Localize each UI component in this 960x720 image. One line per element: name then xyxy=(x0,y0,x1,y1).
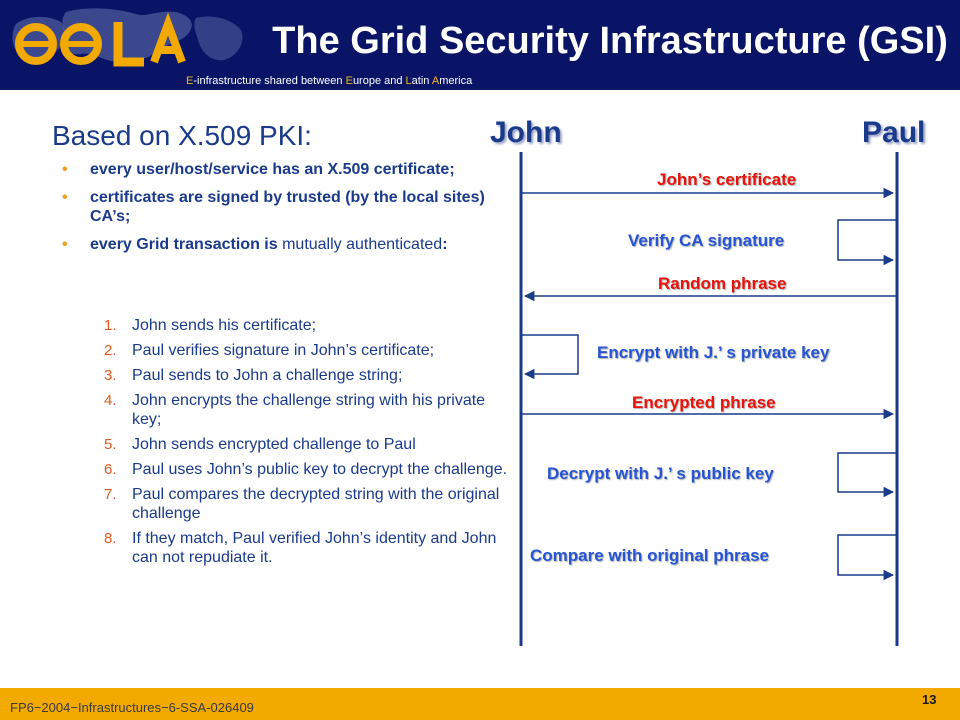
step-item: 3. Paul sends to John a challenge string; xyxy=(104,367,403,384)
self-arrow-encrypt xyxy=(521,335,578,374)
step-item: 6. Paul uses John’s public key to decrypt the challenge. xyxy=(104,461,508,478)
bullet-dot-icon: • xyxy=(62,161,68,178)
slide-title: The Grid Security Infrastructure (GSI) xyxy=(272,20,948,62)
bullet-dot-icon: • xyxy=(62,236,68,253)
party-label-paul: Paul xyxy=(862,116,926,149)
label-verify-ca-signature: Verify CA signature xyxy=(628,231,785,250)
self-arrow-compare xyxy=(838,535,897,575)
step-item: 4. John encrypts the challenge string with his private key; xyxy=(104,392,486,428)
page-number: 13 xyxy=(922,692,937,707)
label-encrypt-private-key: Encrypt with J.’ s private key xyxy=(597,343,830,362)
self-arrow-decrypt xyxy=(838,453,897,492)
self-arrow-verify xyxy=(838,220,897,260)
bullet-dot-icon: • xyxy=(62,189,68,206)
bullet-item: • every Grid transaction is mutually authenticated: xyxy=(62,236,448,253)
step-item: 7. Paul compares the decrypted string with the original challenge xyxy=(104,486,500,522)
bullet-item: • every user/host/service has an X.509 certificate; xyxy=(62,161,455,178)
party-label-john: John xyxy=(490,116,562,149)
label-johns-certificate: John’s certificate xyxy=(657,170,797,189)
label-compare-original: Compare with original phrase xyxy=(530,546,769,565)
step-item: 5. John sends encrypted challenge to Paul xyxy=(104,436,416,453)
tagline: E-infrastructure shared between Europe and Latin America xyxy=(186,75,473,87)
step-item: 2. Paul verifies signature in John’s certificate; xyxy=(104,342,435,359)
footer-project-code: FP6−2004−Infrastructures−6-SSA-026409 xyxy=(10,700,254,715)
bullet-item: • certificates are signed by trusted (by the local sites) CA’s; xyxy=(62,189,485,225)
subtitle: Based on X.509 PKI: xyxy=(52,120,312,151)
label-encrypted-phrase: Encrypted phrase xyxy=(632,393,776,412)
step-item: 8. If they match, Paul verified John’s identity and John can not repudiate it. xyxy=(104,530,497,566)
label-decrypt-public-key: Decrypt with J.’ s public key xyxy=(547,464,774,483)
step-item: 1. John sends his certificate; xyxy=(104,317,317,334)
label-random-phrase: Random phrase xyxy=(658,274,787,293)
